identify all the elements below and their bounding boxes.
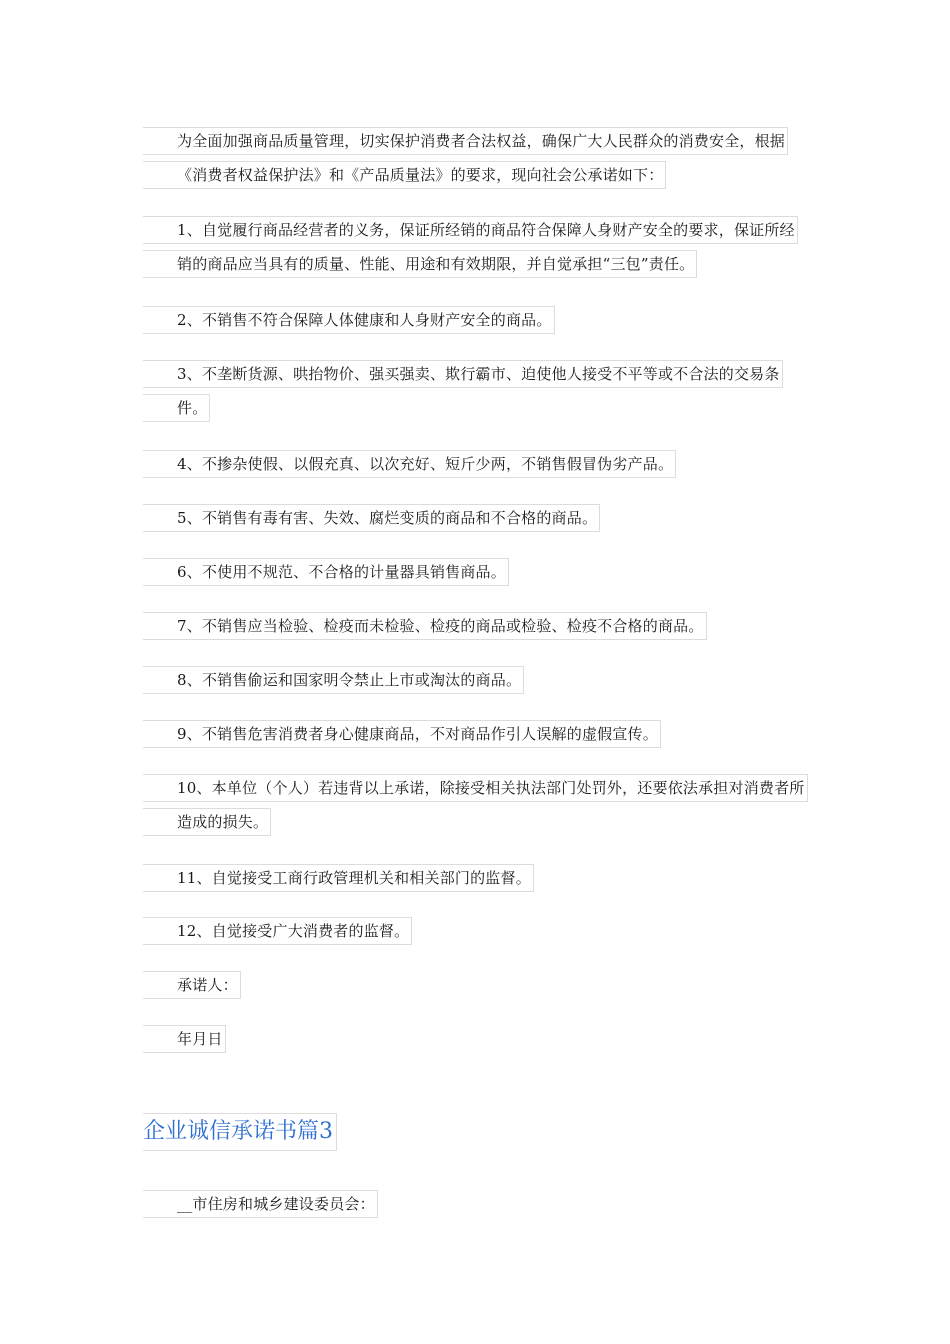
commitment-item-10: 10、本单位（个人）若违背以上承诺，除接受相关执法部门处罚外，还要依法承担对消费者所造成的损失。 [143,771,807,839]
commitment-item-11: 11、自觉接受工商行政管理机关和相关部门的监督。 [143,861,807,895]
commitment-item-4: 4、不掺杂使假、以假充真、以次充好、短斤少两，不销售假冒伪劣产品。 [143,447,807,481]
section-heading: 企业诚信承诺书篇3 [143,1113,337,1151]
commitment-item-9: 9、不销售危害消费者身心健康商品，不对商品作引人误解的虚假宣传。 [143,717,807,751]
salutation: __市住房和城乡建设委员会： [143,1187,807,1221]
commitment-item-3: 3、不垄断货源、哄抬物价、强买强卖、欺行霸市、迫使他人接受不平等或不合法的交易条件。 [143,357,807,425]
intro-paragraph: 为全面加强商品质量管理，切实保护消费者合法权益，确保广大人民群众的消费安全，根据《消费者权益保护法》和《产品质量法》的要求，现向社会公承诺如下： [143,124,807,192]
commitment-item-7: 7、不销售应当检验、检疫而未检验、检疫的商品或检验、检疫不合格的商品。 [143,609,807,643]
commitment-item-8: 8、不销售偷运和国家明令禁止上市或淘汰的商品。 [143,663,807,697]
commitment-item-6: 6、不使用不规范、不合格的计量器具销售商品。 [143,555,807,589]
commitment-item-2: 2、不销售不符合保障人体健康和人身财产安全的商品。 [143,303,807,337]
date-label: 年月日 [143,1022,807,1056]
commitment-item-5: 5、不销售有毒有害、失效、腐烂变质的商品和不合格的商品。 [143,501,807,535]
commitment-item-1: 1、自觉履行商品经营者的义务，保证所经销的商品符合保障人身财产安全的要求，保证所经销的商品应当具有的质量、性能、用途和有效期限，并自觉承担“三包”责任。 [143,213,807,281]
commitment-item-12: 12、自觉接受广大消费者的监督。 [143,914,807,948]
signature-label: 承诺人： [143,968,807,1002]
